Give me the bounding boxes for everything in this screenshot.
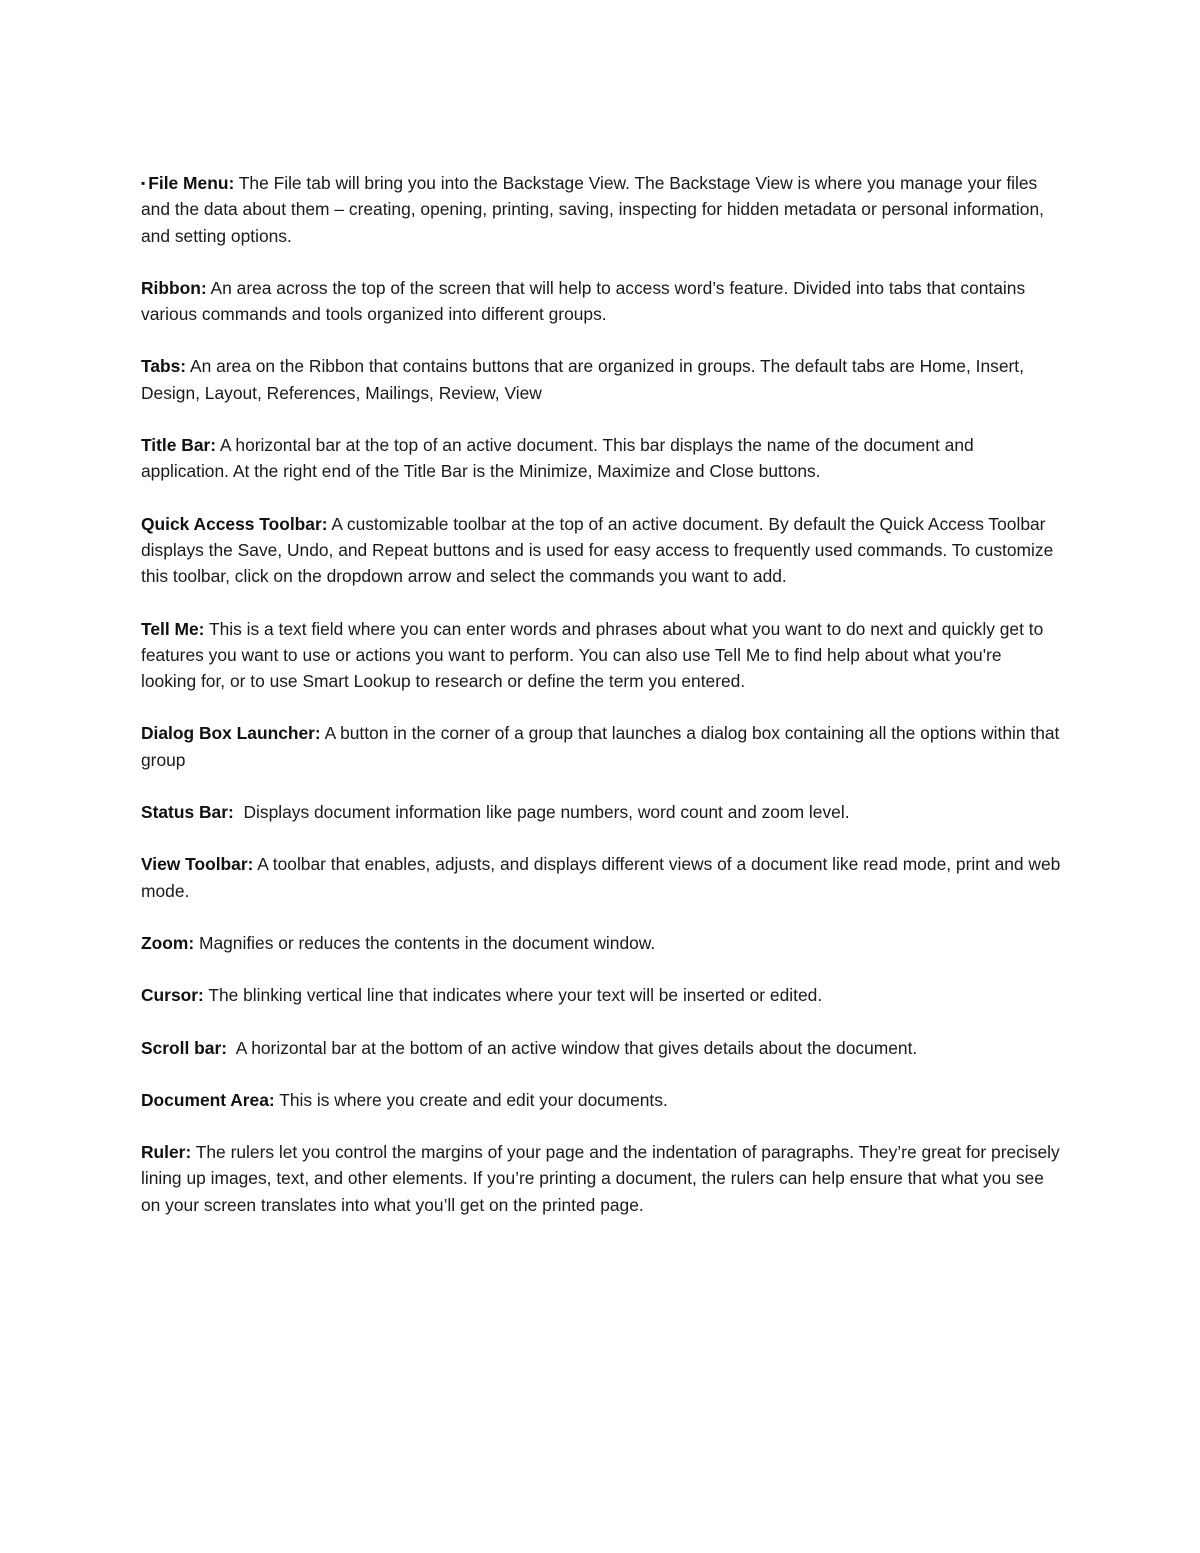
term-label: Status Bar: bbox=[141, 802, 234, 823]
definition-text: The rulers let you control the margins of your page and the indentation of paragraphs. They’re great for precisely lining up images, text, and other elements. If you’re printing a document, the rulers can help ensure that what you see on your screen translates into what you’ll get on the printed page. bbox=[141, 1142, 1060, 1215]
definition-text: The blinking vertical line that indicates where your text will be inserted or edited. bbox=[203, 985, 823, 1006]
definition-text: A horizontal bar at the bottom of an active window that gives details about the document. bbox=[227, 1037, 918, 1058]
term-label: Title Bar: bbox=[141, 435, 217, 456]
entry-file-menu bbox=[141, 170, 1061, 249]
term-label: Quick Access Toolbar: bbox=[141, 513, 328, 534]
document-body[interactable] bbox=[141, 170, 1061, 1244]
definition-text: An area on the Ribbon that contains buttons that are organized in groups. The default tabs are Home, Insert, Design, Layout, References, Mailings, Review, View bbox=[141, 356, 1024, 403]
term-label: Ruler: bbox=[141, 1142, 192, 1163]
definition-text: This is where you create and edit your documents. bbox=[274, 1089, 668, 1110]
definition-text: A customizable toolbar at the top of an active document. By default the Quick Access Toolbar displays the Save, Undo, and Repeat buttons and is used for easy access to frequently used commands. To customize this toolbar, click on the dropdown arrow and select the commands you want to add. bbox=[141, 513, 1054, 587]
definition-text: The File tab will bring you into the Backstage View. The Backstage View is where you manage your files and the data about them – creating, opening, printing, saving, inspecting for hidden metadata or personal information, and setting options. bbox=[141, 173, 1044, 246]
definition-text: A toolbar that enables, adjusts, and displays different views of a document like read mode, print and web mode. bbox=[141, 854, 1061, 901]
entry-tell-me bbox=[141, 616, 1061, 695]
entry-status-bar bbox=[141, 799, 1061, 825]
entry-ribbon bbox=[141, 275, 1061, 328]
entry-tabs bbox=[141, 353, 1061, 406]
definition-text: Displays document information like page numbers, word count and zoom level. bbox=[233, 802, 850, 823]
entry-document-area bbox=[141, 1087, 1061, 1113]
definition-text: Magnifies or reduces the contents in the document window. bbox=[194, 932, 656, 953]
definition-text: A horizontal bar at the top of an active document. This bar displays the name of the document and application. At the right end of the Title Bar is the Minimize, Maximize and Close buttons. bbox=[141, 435, 974, 482]
term-label: Scroll bar: bbox=[141, 1037, 228, 1058]
entry-ruler bbox=[141, 1139, 1061, 1218]
entry-scroll-bar bbox=[141, 1035, 1061, 1061]
term-label: Tabs: bbox=[141, 356, 187, 377]
definition-text: This is a text field where you can enter words and phrases about what you want to do next and quickly get to features you want to use or actions you want to perform. You can also use Tell Me to find help about what you're looking for, or to use Smart Lookup to research or define the term you entered. bbox=[141, 618, 1044, 692]
entry-cursor bbox=[141, 982, 1061, 1008]
definition-text: A button in the corner of a group that launches a dialog box containing all the options within that group bbox=[141, 723, 1060, 770]
term-label: Zoom: bbox=[141, 932, 195, 953]
term-label: Document Area: bbox=[141, 1089, 275, 1110]
definition-text: An area across the top of the screen that will help to access word’s feature. Divided into tabs that contains various commands and tools organized into different groups. bbox=[141, 277, 1026, 325]
term-label: Dialog Box Launcher: bbox=[141, 723, 321, 744]
term-label: View Toolbar: bbox=[141, 854, 254, 875]
bullet-icon: ▪ bbox=[141, 176, 146, 190]
entry-dialog-box-launcher bbox=[141, 720, 1061, 773]
term-label: Cursor: bbox=[141, 985, 204, 1006]
entry-quick-access-toolbar bbox=[141, 511, 1061, 590]
entry-view-toolbar bbox=[141, 851, 1061, 904]
entry-title-bar bbox=[141, 432, 1061, 485]
entry-zoom bbox=[141, 930, 1061, 956]
term-label: File Menu: bbox=[148, 173, 235, 193]
term-label: Tell Me: bbox=[141, 618, 205, 639]
term-label: Ribbon: bbox=[141, 277, 207, 298]
